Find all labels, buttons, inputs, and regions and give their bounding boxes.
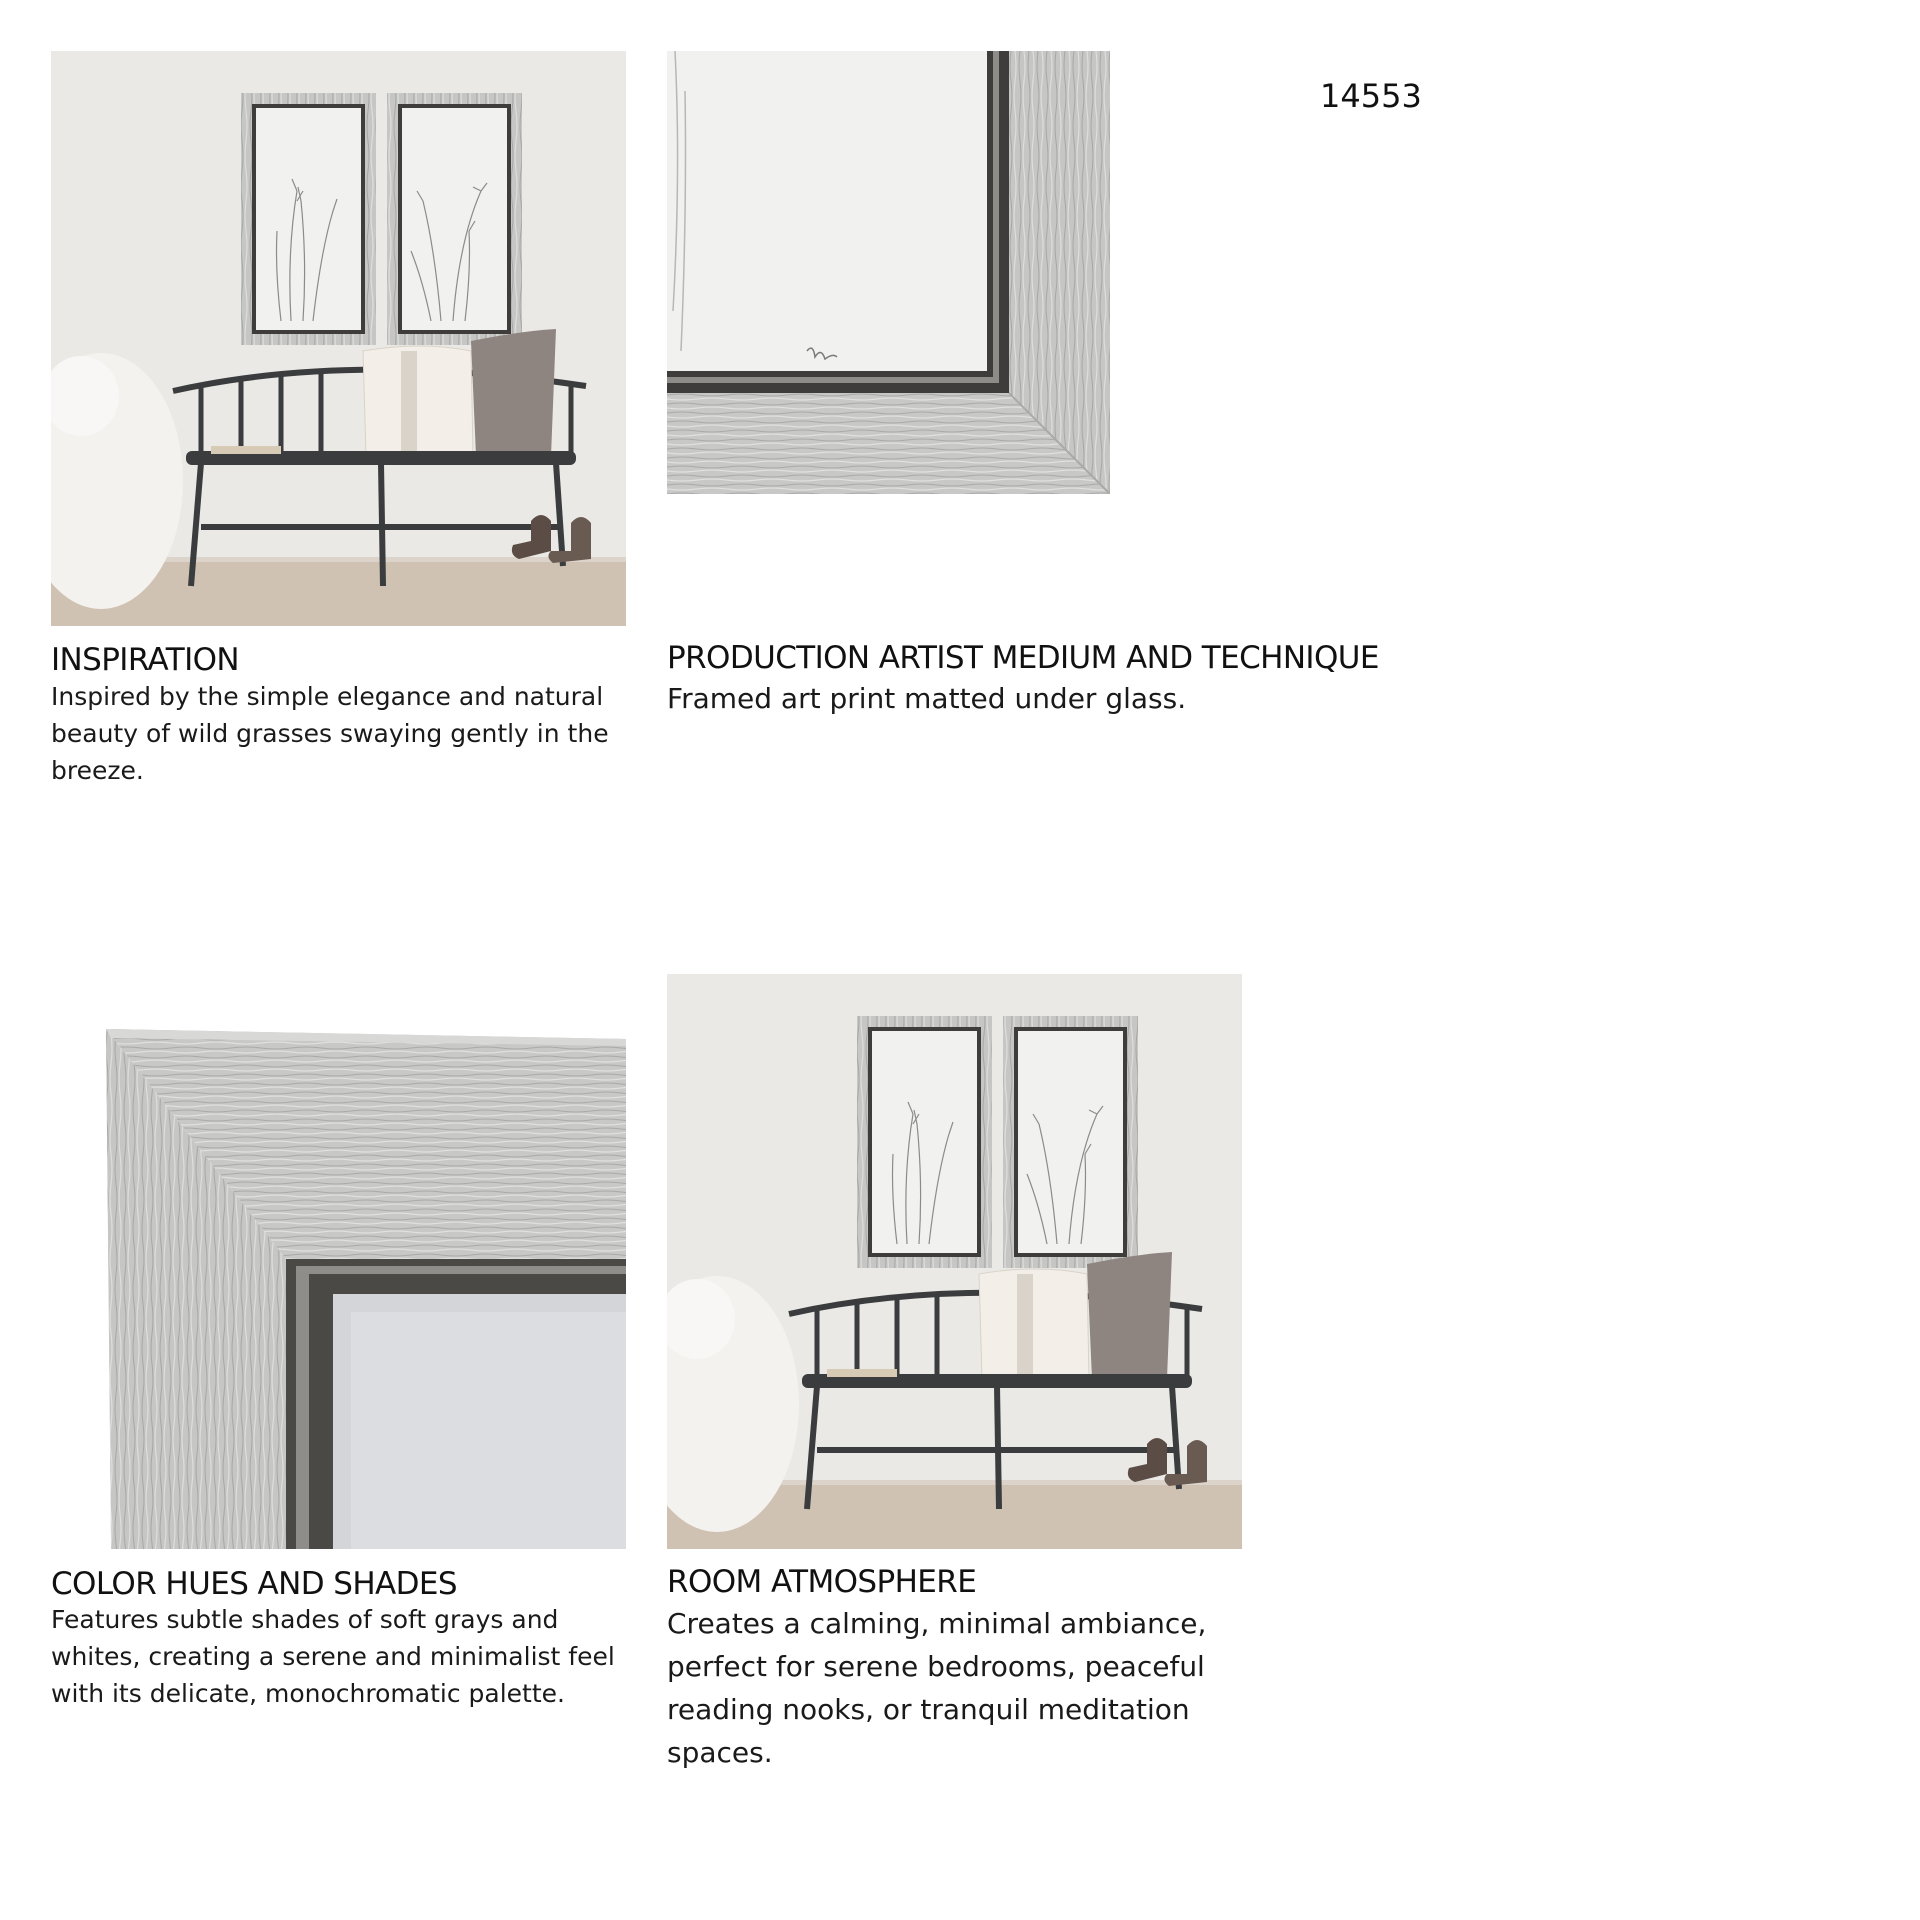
inspiration-title: INSPIRATION	[51, 642, 239, 678]
room-title: ROOM ATMOSPHERE	[667, 1564, 977, 1600]
color-text: Features subtle shades of soft grays and whites, creating a serene and minimalist feel with its delicate, monochromatic palette.	[51, 1605, 615, 1708]
room-scene-image	[51, 51, 626, 626]
room-atmosphere-image	[667, 974, 1242, 1549]
production-text: Framed art print matted under glass.	[667, 682, 1187, 715]
inspiration-text: Inspired by the simple elegance and natural beauty of wild grasses swaying gently in the breeze.	[51, 682, 609, 785]
product-number: 14553	[1320, 77, 1422, 115]
production-title: PRODUCTION ARTIST MEDIUM AND TECHNIQUE	[667, 640, 1379, 676]
color-title: COLOR HUES AND SHADES	[51, 1566, 457, 1602]
frame-wood-closeup-image	[51, 974, 626, 1549]
frame-corner-closeup-image	[667, 51, 1110, 494]
room-text: Creates a calming, minimal ambiance, perfect for serene bedrooms, peaceful reading nooks, or tranquil meditation spaces.	[667, 1607, 1207, 1769]
